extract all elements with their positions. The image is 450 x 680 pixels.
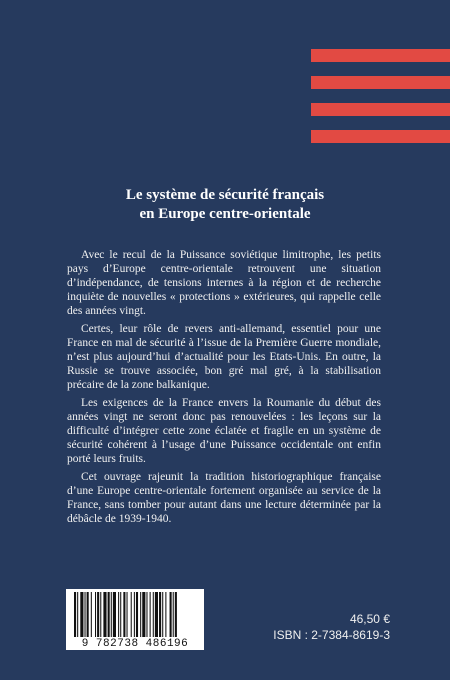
barcode-bar bbox=[162, 592, 163, 637]
blurb-paragraph-1: Avec le recul de la Puissance soviétique limitrophe, les petits pays d’Europe centre-orientale retrouvent une situation d’indépendance, de tensions internes à la région et de recherche inquiète de nouvelles « protections » extérieures, qui rappelle celle des années vingt. bbox=[67, 249, 381, 317]
barcode-bar bbox=[80, 592, 83, 637]
barcode-bar bbox=[155, 592, 158, 637]
barcode-bar bbox=[100, 592, 101, 637]
barcode-bar bbox=[134, 592, 135, 637]
barcode-bars bbox=[66, 589, 204, 639]
barcode-bar bbox=[103, 592, 106, 637]
barcode-bar bbox=[173, 592, 174, 637]
barcode-bar bbox=[131, 592, 132, 637]
stripe bbox=[311, 130, 450, 143]
barcode-bar bbox=[95, 592, 96, 637]
barcode-number: 9 782738 486196 bbox=[81, 638, 189, 650]
isbn: ISBN : 2-7384-8619-3 bbox=[273, 628, 390, 642]
barcode-bar bbox=[108, 592, 110, 637]
stripe bbox=[311, 76, 450, 89]
barcode-bar bbox=[120, 592, 121, 637]
barcode-bar bbox=[113, 592, 116, 637]
barcode-bar bbox=[175, 592, 177, 637]
barcode-bar bbox=[123, 592, 125, 637]
blurb-paragraph-4: Cet ouvrage rajeunit la tradition historiographique française d’une Europe centre-orientale fortement organisée au service de la France, sans tomber pour autant dans une lecture déterminée par la débâcle de 1939-1940. bbox=[67, 471, 381, 525]
barcode-bar bbox=[146, 592, 147, 637]
barcode-bar bbox=[77, 592, 78, 637]
barcode-bar bbox=[85, 592, 86, 637]
barcode-bar bbox=[142, 592, 145, 637]
barcode-bar bbox=[150, 592, 151, 637]
title-line-1: Le système de sécurité français bbox=[125, 187, 325, 203]
barcode-bar bbox=[97, 592, 99, 637]
barcode-bar bbox=[170, 592, 172, 637]
decorative-stripes bbox=[311, 49, 450, 157]
barcode-bar bbox=[118, 592, 119, 637]
title-line-2: en Europe centre-orientale bbox=[139, 206, 311, 222]
barcode-bar bbox=[111, 592, 112, 637]
blurb-paragraph-2: Certes, leur rôle de revers anti-allemand, essentiel pour une France en mal de sécurité à l’issue de la Première Guerre mondiale, n’est plus aujourd’hui d’actualité pour les Etats-Unis. En outre, la Russie se trouve associée, bon gré mal gré, à la stabilisation précaire de la zone balkanique. bbox=[67, 323, 381, 391]
stripe bbox=[311, 49, 450, 62]
barcode-bar bbox=[165, 592, 166, 637]
barcode-bar bbox=[91, 592, 92, 637]
book-title bbox=[0, 186, 450, 224]
barcode-bar bbox=[140, 592, 141, 637]
barcode-bar bbox=[127, 592, 128, 637]
price: 46,50 € bbox=[349, 612, 390, 626]
blurb bbox=[67, 248, 381, 530]
barcode-bar bbox=[153, 592, 154, 637]
barcode-bar bbox=[159, 592, 161, 637]
barcode bbox=[66, 589, 204, 650]
stripe bbox=[311, 103, 450, 116]
barcode-bar bbox=[74, 592, 76, 637]
barcode-bar bbox=[136, 592, 138, 637]
blurb-paragraph-3: Les exigences de la France envers la Roumanie du début des années vingt ne seront donc pas renouvelées : les leçons sur la difficulté d’intégrer cette zone éclatée et fragile en un système de sécurité cohérent à l’usage d’une Puissance occidentale ont enfin porté leurs fruits. bbox=[67, 397, 381, 465]
barcode-bar bbox=[87, 592, 89, 637]
